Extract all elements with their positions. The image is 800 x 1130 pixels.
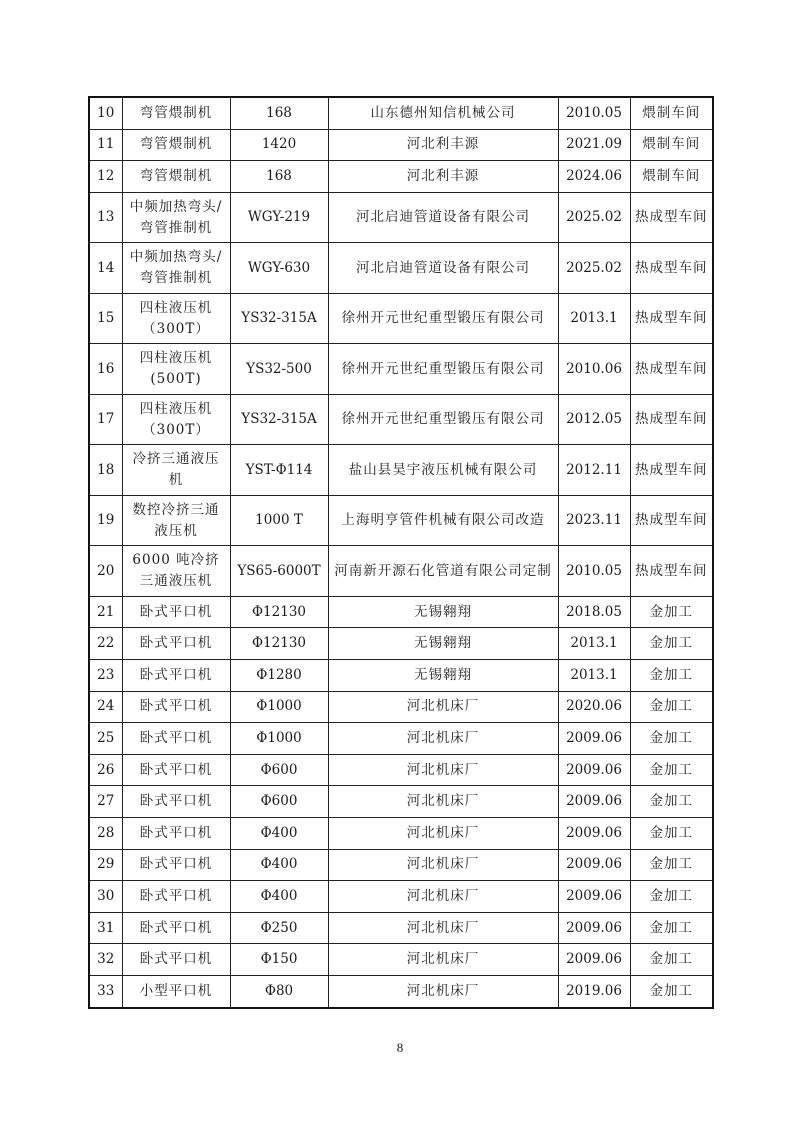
purchase-date: 2009.06 [558, 944, 630, 976]
table-row [89, 394, 713, 445]
purchase-date: 2009.06 [558, 754, 630, 786]
equipment-name: 卧式平口机 [122, 944, 230, 976]
table-row [89, 445, 713, 496]
manufacturer: 河南新开源石化管道有限公司定制 [328, 546, 558, 597]
equipment-name: 卧式平口机 [122, 912, 230, 944]
table-row [89, 659, 713, 691]
workshop: 金加工 [630, 786, 713, 818]
equipment-model: YS65-6000T [230, 546, 328, 597]
purchase-date: 2010.06 [558, 344, 630, 395]
manufacturer: 无锡翱翔 [328, 659, 558, 691]
equipment-name: 四柱液压机（300T） [122, 394, 230, 445]
purchase-date: 2010.05 [558, 97, 630, 129]
table-row [89, 628, 713, 660]
equipment-model: Φ1000 [230, 723, 328, 755]
equipment-name: 卧式平口机 [122, 881, 230, 913]
manufacturer: 河北机床厂 [328, 786, 558, 818]
equipment-model: Φ400 [230, 881, 328, 913]
row-number: 24 [89, 691, 122, 723]
workshop: 金加工 [630, 849, 713, 881]
purchase-date: 2023.11 [558, 495, 630, 546]
row-number: 25 [89, 723, 122, 755]
purchase-date: 2012.11 [558, 445, 630, 496]
purchase-date: 2025.02 [558, 243, 630, 294]
equipment-name: 小型平口机 [122, 975, 230, 1007]
table-row [89, 129, 713, 161]
table-row [89, 495, 713, 546]
row-number: 12 [89, 161, 122, 193]
equipment-model: WGY-630 [230, 243, 328, 294]
workshop: 热成型车间 [630, 344, 713, 395]
page-number: 8 [396, 1040, 404, 1055]
workshop: 煨制车间 [630, 129, 713, 161]
equipment-model: 1000 T [230, 495, 328, 546]
row-number: 26 [89, 754, 122, 786]
equipment-name: 四柱液压机(500T) [122, 344, 230, 395]
purchase-date: 2010.05 [558, 546, 630, 597]
equipment-model: Φ12130 [230, 596, 328, 628]
manufacturer: 上海明亨管件机械有限公司改造 [328, 495, 558, 546]
equipment-model: 1420 [230, 129, 328, 161]
table-row [89, 975, 713, 1007]
equipment-model: YS32-315A [230, 293, 328, 344]
row-number: 22 [89, 628, 122, 660]
table-row [89, 786, 713, 818]
purchase-date: 2021.09 [558, 129, 630, 161]
purchase-date: 2009.06 [558, 881, 630, 913]
row-number: 16 [89, 344, 122, 395]
manufacturer: 河北启迪管道设备有限公司 [328, 192, 558, 243]
row-number: 27 [89, 786, 122, 818]
equipment-name: 卧式平口机 [122, 786, 230, 818]
purchase-date: 2019.06 [558, 975, 630, 1007]
equipment-name: 数控冷挤三通液压机 [122, 495, 230, 546]
purchase-date: 2024.06 [558, 161, 630, 193]
row-number: 17 [89, 394, 122, 445]
equipment-model: Φ400 [230, 817, 328, 849]
manufacturer: 河北机床厂 [328, 754, 558, 786]
manufacturer: 河北机床厂 [328, 691, 558, 723]
equipment-model: 168 [230, 161, 328, 193]
table-row [89, 849, 713, 881]
purchase-date: 2009.06 [558, 912, 630, 944]
equipment-name: 卧式平口机 [122, 817, 230, 849]
equipment-model: Φ250 [230, 912, 328, 944]
workshop: 煨制车间 [630, 161, 713, 193]
workshop: 热成型车间 [630, 546, 713, 597]
equipment-model: Φ150 [230, 944, 328, 976]
equipment-model: YS32-315A [230, 394, 328, 445]
row-number: 13 [89, 192, 122, 243]
row-number: 20 [89, 546, 122, 597]
manufacturer: 河北机床厂 [328, 944, 558, 976]
table-row [89, 754, 713, 786]
purchase-date: 2009.06 [558, 849, 630, 881]
equipment-table [88, 96, 714, 1009]
table-row [89, 192, 713, 243]
equipment-name: 卧式平口机 [122, 628, 230, 660]
equipment-name: 卧式平口机 [122, 691, 230, 723]
purchase-date: 2018.05 [558, 596, 630, 628]
row-number: 28 [89, 817, 122, 849]
equipment-name: 四柱液压机（300T） [122, 293, 230, 344]
workshop: 金加工 [630, 975, 713, 1007]
manufacturer: 徐州开元世纪重型锻压有限公司 [328, 293, 558, 344]
row-number: 32 [89, 944, 122, 976]
table-row [89, 912, 713, 944]
manufacturer: 河北机床厂 [328, 975, 558, 1007]
table-row [89, 881, 713, 913]
workshop: 金加工 [630, 817, 713, 849]
manufacturer: 河北利丰源 [328, 161, 558, 193]
workshop: 金加工 [630, 881, 713, 913]
equipment-name: 卧式平口机 [122, 723, 230, 755]
workshop: 金加工 [630, 912, 713, 944]
equipment-model: YST-Φ114 [230, 445, 328, 496]
workshop: 热成型车间 [630, 495, 713, 546]
row-number: 18 [89, 445, 122, 496]
equipment-model: Φ600 [230, 754, 328, 786]
equipment-model: WGY-219 [230, 192, 328, 243]
row-number: 21 [89, 596, 122, 628]
row-number: 15 [89, 293, 122, 344]
manufacturer: 河北机床厂 [328, 817, 558, 849]
row-number: 11 [89, 129, 122, 161]
row-number: 23 [89, 659, 122, 691]
equipment-name: 中频加热弯头/弯管推制机 [122, 192, 230, 243]
table-row [89, 546, 713, 597]
table-row [89, 161, 713, 193]
row-number: 10 [89, 97, 122, 129]
workshop: 金加工 [630, 659, 713, 691]
row-number: 14 [89, 243, 122, 294]
manufacturer: 河北利丰源 [328, 129, 558, 161]
workshop: 热成型车间 [630, 293, 713, 344]
manufacturer: 河北机床厂 [328, 881, 558, 913]
purchase-date: 2025.02 [558, 192, 630, 243]
workshop: 煨制车间 [630, 97, 713, 129]
row-number: 29 [89, 849, 122, 881]
workshop: 热成型车间 [630, 192, 713, 243]
purchase-date: 2020.06 [558, 691, 630, 723]
equipment-name: 卧式平口机 [122, 659, 230, 691]
table-row [89, 97, 713, 129]
equipment-table-body [89, 97, 713, 1008]
manufacturer: 山东德州知信机械公司 [328, 97, 558, 129]
table-row [89, 596, 713, 628]
workshop: 热成型车间 [630, 243, 713, 294]
row-number: 31 [89, 912, 122, 944]
equipment-model: Φ12130 [230, 628, 328, 660]
equipment-name: 弯管煨制机 [122, 161, 230, 193]
row-number: 19 [89, 495, 122, 546]
equipment-name: 弯管煨制机 [122, 97, 230, 129]
manufacturer: 无锡翱翔 [328, 596, 558, 628]
purchase-date: 2013.1 [558, 628, 630, 660]
equipment-model: Φ1280 [230, 659, 328, 691]
equipment-model: Φ1000 [230, 691, 328, 723]
manufacturer: 徐州开元世纪重型锻压有限公司 [328, 394, 558, 445]
purchase-date: 2012.05 [558, 394, 630, 445]
manufacturer: 盐山县昊宇液压机械有限公司 [328, 445, 558, 496]
manufacturer: 徐州开元世纪重型锻压有限公司 [328, 344, 558, 395]
table-row [89, 293, 713, 344]
workshop: 热成型车间 [630, 394, 713, 445]
workshop: 热成型车间 [630, 445, 713, 496]
purchase-date: 2009.06 [558, 723, 630, 755]
row-number: 30 [89, 881, 122, 913]
manufacturer: 河北机床厂 [328, 723, 558, 755]
purchase-date: 2013.1 [558, 659, 630, 691]
equipment-model: Φ600 [230, 786, 328, 818]
manufacturer: 河北启迪管道设备有限公司 [328, 243, 558, 294]
workshop: 金加工 [630, 691, 713, 723]
workshop: 金加工 [630, 628, 713, 660]
equipment-name: 卧式平口机 [122, 596, 230, 628]
table-row [89, 691, 713, 723]
manufacturer: 河北机床厂 [328, 912, 558, 944]
purchase-date: 2009.06 [558, 786, 630, 818]
equipment-model: Φ400 [230, 849, 328, 881]
equipment-name: 6000 吨冷挤三通液压机 [122, 546, 230, 597]
workshop: 金加工 [630, 723, 713, 755]
purchase-date: 2009.06 [558, 817, 630, 849]
manufacturer: 无锡翱翔 [328, 628, 558, 660]
workshop: 金加工 [630, 944, 713, 976]
equipment-name: 冷挤三通液压机 [122, 445, 230, 496]
equipment-name: 卧式平口机 [122, 849, 230, 881]
table-row [89, 243, 713, 294]
manufacturer: 河北机床厂 [328, 849, 558, 881]
table-row [89, 944, 713, 976]
workshop: 金加工 [630, 754, 713, 786]
equipment-name: 弯管煨制机 [122, 129, 230, 161]
equipment-name: 中频加热弯头/弯管推制机 [122, 243, 230, 294]
equipment-model: YS32-500 [230, 344, 328, 395]
purchase-date: 2013.1 [558, 293, 630, 344]
equipment-name: 卧式平口机 [122, 754, 230, 786]
table-row [89, 344, 713, 395]
equipment-model: Φ80 [230, 975, 328, 1007]
table-row [89, 723, 713, 755]
workshop: 金加工 [630, 596, 713, 628]
equipment-model: 168 [230, 97, 328, 129]
table-row [89, 817, 713, 849]
row-number: 33 [89, 975, 122, 1007]
